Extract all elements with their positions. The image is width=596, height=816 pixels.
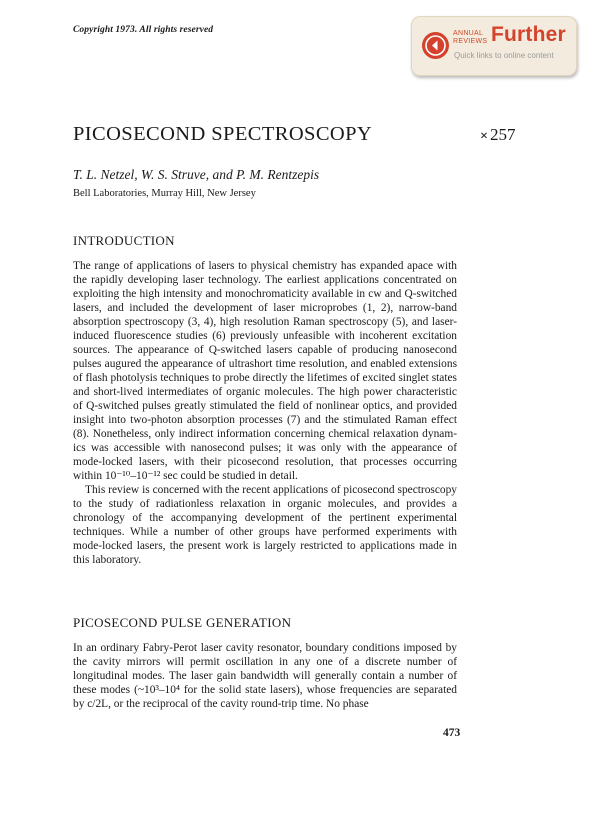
back-arrow-icon xyxy=(422,32,449,59)
copyright-notice: Copyright 1973. All rights reserved xyxy=(73,25,214,35)
affiliation: Bell Laboratories, Murray Hill, New Jersey xyxy=(73,188,256,199)
author-list: T. L. Netzel, W. S. Struve, and P. M. Rentzepis xyxy=(73,167,320,182)
quick-links-label: Quick links to online content xyxy=(454,51,554,60)
brand-line-2: REVIEWS xyxy=(453,38,488,45)
brand-line-1: ANNUAL xyxy=(453,30,484,37)
paragraph: In an ordinary Fabry-Perot laser cavity resonator, boundary conditions imposed by the cavity mirrors will permit oscillation in any one of a discrete number of longitudinal modes. The laser gain bandwidth will generally contain a number of these modes (~10³–10⁴ for the solid state lasers), whose frequencies are separated by c/2L, or the reciprocal of the cavity round-trip time. No phase xyxy=(73,642,457,710)
introduction-body xyxy=(73,259,457,567)
article-title: PICOSECOND SPECTROSCOPY xyxy=(73,123,373,145)
annual-reviews-further-banner[interactable] xyxy=(411,16,577,76)
pulse-generation-body xyxy=(73,641,457,711)
paragraph: The range of applications of lasers to physical chemistry has expanded apace with the rapidly developing laser technology. The earliest applications concentrated on exploiting the high intensity and monochromaticity available in cw and Q-switched lasers, and included the development of laser microprobes (1, 2), narrow-band absorption spectroscopy (3, 4), high resolution Raman spectroscopy (5), and laser-induced fluorescence studies (6) previously unfeasible with incoherent excitation sources. The appearance of Q-switched lasers capable of producing nanosecond pulses augured the appearance of ultrashort time resolution, and enabled extensions of flash photolysis techniques to probe directly the lifetimes of excited singlet states and short-lived intermediates of organic molecules. The high power characteristic of Q-switched pulses greatly stimulated the field of nonlinear optics, and provided insight into two-photon absorption processes (7) and the stimulated Raman effect (8). Nonetheless, only indirect information concerning chemical relaxation dynamics was accessible with nanosecond pulses; it was only with the appearance of mode-locked lasers, with their picosecond resolution, that processes occurring within 10⁻¹⁰–10⁻¹² sec could be studied in detail. xyxy=(73,260,457,482)
annual-reviews-logo xyxy=(453,30,487,46)
paragraph: This review is concerned with the recent applications of picosecond spectroscopy to the study of radiationless relaxation in organic molecules, and provides a chronology of the accompanying development of the pertinent experimental techniques. While a number of other groups have performed experiments with mode-locked lasers, the present work is largely restricted to applications made in this laboratory. xyxy=(73,484,457,566)
section-heading-introduction: INTRODUCTION xyxy=(73,233,175,248)
page-mark-number: 257 xyxy=(489,125,516,144)
page-number: 473 xyxy=(443,727,461,739)
further-label: Further xyxy=(491,23,566,46)
page-mark xyxy=(480,125,515,145)
page-mark-symbol: × xyxy=(480,129,488,144)
section-heading-pulse-generation: PICOSECOND PULSE GENERATION xyxy=(73,615,292,630)
